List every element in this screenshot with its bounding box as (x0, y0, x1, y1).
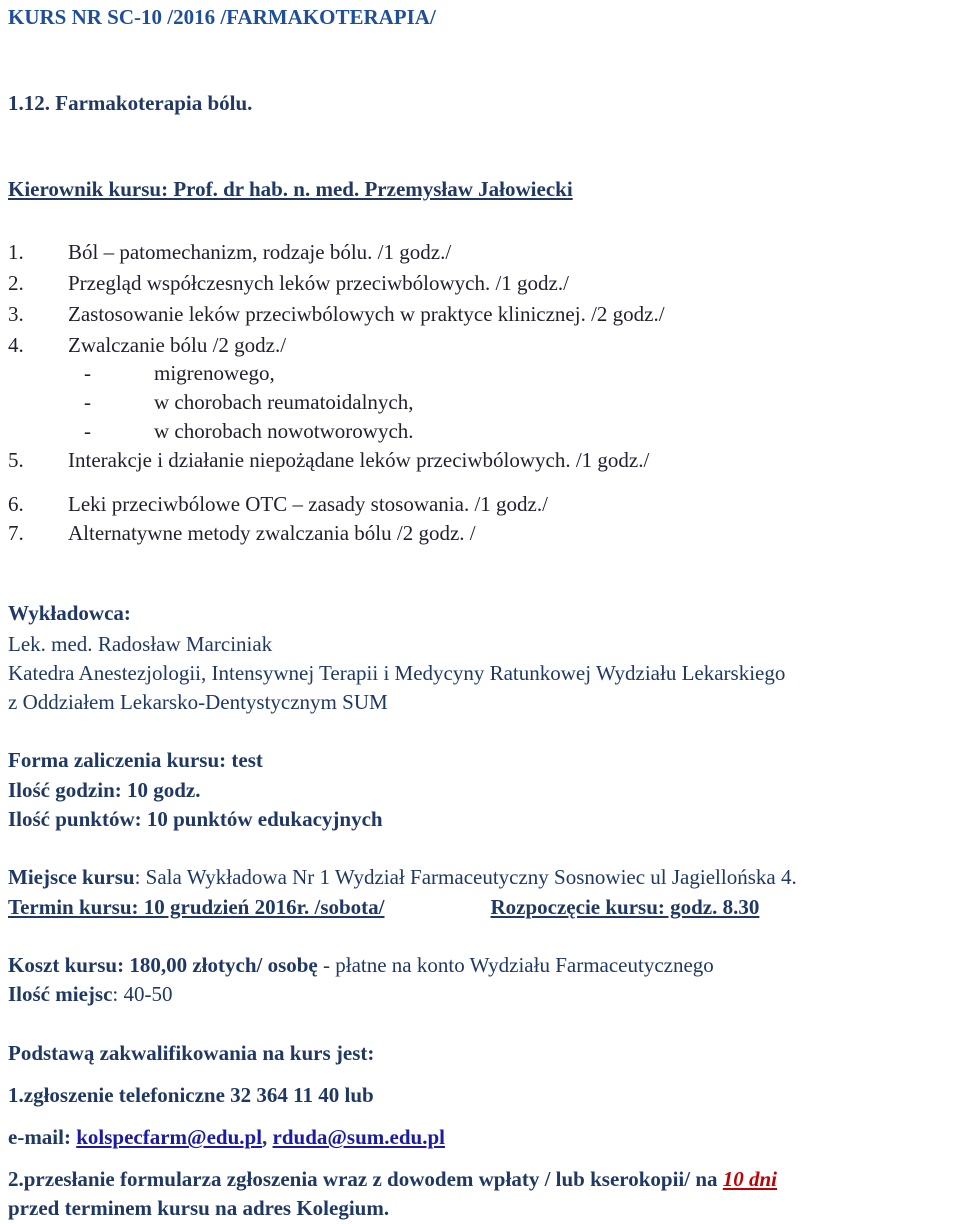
item-number: 3. (8, 302, 24, 326)
course-start: Rozpoczęcie kursu: godz. 8.30 (490, 895, 760, 919)
course-date-row (8, 894, 759, 920)
item-text: Przegląd współczesnych leków przeciwbólowych. /1 godz./ (68, 271, 569, 295)
item-text: Zastosowanie leków przeciwbólowych w praktyce klinicznej. /2 godz./ (68, 302, 665, 326)
lecturer-department: Katedra Anestezjologii, Intensywnej Terapii i Medycyny Ratunkowej Wydziału Lekarskiego (8, 661, 786, 685)
subitem-text: w chorobach nowotworowych. (154, 419, 414, 443)
program-subitem (84, 418, 414, 444)
item-text: Leki przeciwbólowe OTC – zasady stosowania. /1 godz./ (68, 492, 548, 516)
email-label: e-mail: (8, 1125, 77, 1149)
program-item (8, 332, 286, 358)
item-number: 6. (8, 492, 24, 516)
item-number: 4. (8, 333, 24, 357)
course-cost (8, 952, 714, 978)
program-subitem (84, 389, 414, 415)
subitem-dash: - (84, 390, 91, 414)
program-item (8, 270, 569, 296)
seats-count (8, 981, 172, 1007)
hours-count: Ilość godzin: 10 godz. (8, 778, 201, 802)
subitem-dash: - (84, 361, 91, 385)
item-text: Zwalczanie bólu /2 godz./ (68, 333, 287, 357)
program-item (8, 239, 451, 265)
topic-title: 1.12. Farmakoterapia bólu. (8, 91, 253, 115)
place-value: : Sala Wykładowa Nr 1 Wydział Farmaceutyczny Sosnowiec ul Jagiellońska 4. (134, 865, 797, 889)
submission-text: 2.przesłanie formularza zgłoszenia wraz z dowodem wpłaty / lub kserokopii/ na (8, 1167, 723, 1191)
seats-value: : 40-50 (112, 982, 173, 1006)
subitem-text: w chorobach reumatoidalnych, (154, 390, 414, 414)
item-number: 2. (8, 271, 24, 295)
program-item (8, 491, 548, 517)
item-text: Ból – patomechanizm, rodzaje bólu. /1 godz./ (68, 240, 452, 264)
item-text: Interakcje i działanie niepożądane leków przeciwbólowych. /1 godz./ (68, 448, 650, 472)
item-number: 5. (8, 448, 24, 472)
program-item (8, 447, 649, 473)
lecturer-heading: Wykładowca: (8, 601, 131, 625)
qualification-heading: Podstawą zakwalifikowania na kurs jest: (8, 1041, 375, 1065)
program-item (8, 520, 476, 546)
course-manager: Kierownik kursu: Prof. dr hab. n. med. Przemysław Jałowiecki (8, 177, 573, 201)
days-deadline: 10 dni (722, 1167, 778, 1191)
email-link-kolspecfarm[interactable]: kolspecfarm@edu.pl (76, 1125, 263, 1149)
exam-form: Forma zaliczenia kursu: test (8, 748, 263, 772)
phone-registration: 1.zgłoszenie telefoniczne 32 364 11 40 lub (8, 1083, 374, 1107)
program-item (8, 301, 665, 327)
seats-label: Ilość miejsc (8, 982, 113, 1006)
course-title: KURS NR SC-10 /2016 /FARMAKOTERAPIA/ (8, 5, 436, 29)
course-date: Termin kursu: 10 grudzień 2016r. /sobota/ (8, 895, 385, 919)
submission-deadline: przed terminem kursu na adres Kolegium. (8, 1196, 390, 1220)
cost-note: - płatne na konto Wydziału Farmaceutycznego (317, 953, 714, 977)
lecturer-prefix: Lek. med. (8, 632, 93, 656)
points-count: Ilość punktów: 10 punktów edukacyjnych (8, 807, 383, 831)
email-link-rduda[interactable]: rduda@sum.edu.pl (272, 1125, 445, 1149)
course-place (8, 864, 797, 890)
lecturer-name (8, 631, 272, 657)
lecturer-fullname: Radosław Marciniak (92, 632, 273, 656)
item-text: Alternatywne metody zwalczania bólu /2 godz. / (68, 521, 476, 545)
subitem-text: migrenowego, (154, 361, 275, 385)
email-row (8, 1124, 445, 1150)
subitem-dash: - (84, 419, 91, 443)
cost-label: Koszt kursu: 180,00 złotych/ osobę (8, 953, 318, 977)
item-number: 7. (8, 521, 24, 545)
form-submission (8, 1166, 777, 1192)
email-separator: , (262, 1125, 273, 1149)
lecturer-department-cont: z Oddziałem Lekarsko-Dentystycznym SUM (8, 690, 388, 714)
place-label: Miejsce kursu (8, 865, 135, 889)
program-subitem (84, 360, 275, 386)
item-number: 1. (8, 240, 24, 264)
